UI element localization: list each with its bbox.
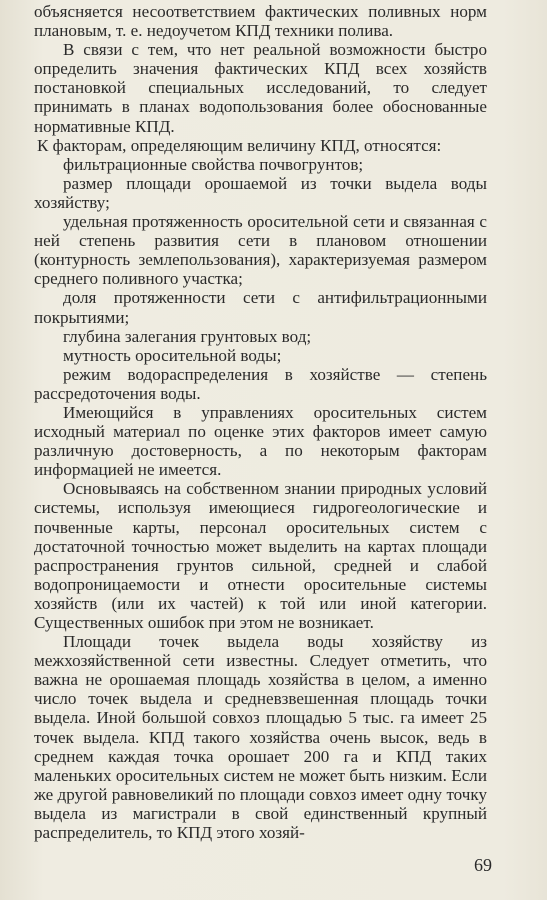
list-item: доля протяженности сети с антифильтрационными покрытиями; — [34, 288, 487, 327]
list-item: мутность оросительной воды; — [63, 345, 282, 365]
paragraph: Основываясь на собственном знании природных условий системы, используя имеющиеся гидрогеологические и почвенные карты, персонал оросительных систем с достаточной точностью может выделить на картах площади распространения грунтов сильной, средней и слабой водопроницаемости и отнести оросительные системы хозяйств (или их частей) к той или иной категории. Существенных ошибок при этом не возникает. — [34, 479, 487, 632]
list-item: режим водораспределения в хозяйстве — степень рассредоточения воды. — [34, 364, 487, 403]
paragraph-continuation: объясняется несоответствием фактических поливных норм плановым, т. е. недоучетом КПД техники полива. — [34, 2, 487, 41]
paragraph: Площади точек выдела воды хозяйству из межхозяйственной сети известны. Следует отметить, что важна не орошаемая площадь хозяйства в целом, а именно число точек выдела и средневзвешенная площадь точки выдела. Иной большой совхоз площадью 5 тыс. га имеет 25 точек выдела. КПД такого хозяйства очень высок, ведь в среднем каждая точка орошает 200 га и КПД таких маленьких оросительных систем не может быть низким. Если же другой равновеликий по площади совхоз имеет одну точку выдела из магистрали в свой единственный крупный распределитель, то КПД этого хозяй- — [34, 632, 487, 843]
page-body-text — [34, 2, 487, 842]
list-item: фильтрационные свойства почвогрунтов; — [63, 154, 364, 174]
paragraph: В связи с тем, что нет реальной возможности быстро определить значения фактических КПД всех хозяйств постановкой специальных исследований, то следует принимать в планах водопользования более обоснованные нормативные КПД. — [34, 40, 487, 136]
paragraph: К факторам, определяющим величину КПД, относятся: — [37, 135, 442, 155]
list-item: удельная протяженность оросительной сети и связанная с ней степень развития сети в плановом отношении (контурность землепользования), характеризуемая размером среднего поливного участка; — [34, 212, 487, 289]
list-item: глубина залегания грунтовых вод; — [63, 326, 312, 346]
paragraph: Имеющийся в управлениях оросительных систем исходный материал по оценке этих факторов имеет самую различную достоверность, а по некоторым факторам информацией не имеется. — [34, 402, 487, 480]
list-item: размер площади орошаемой из точки выдела воды хозяйству; — [34, 173, 487, 212]
page-number: 69 — [474, 855, 492, 875]
